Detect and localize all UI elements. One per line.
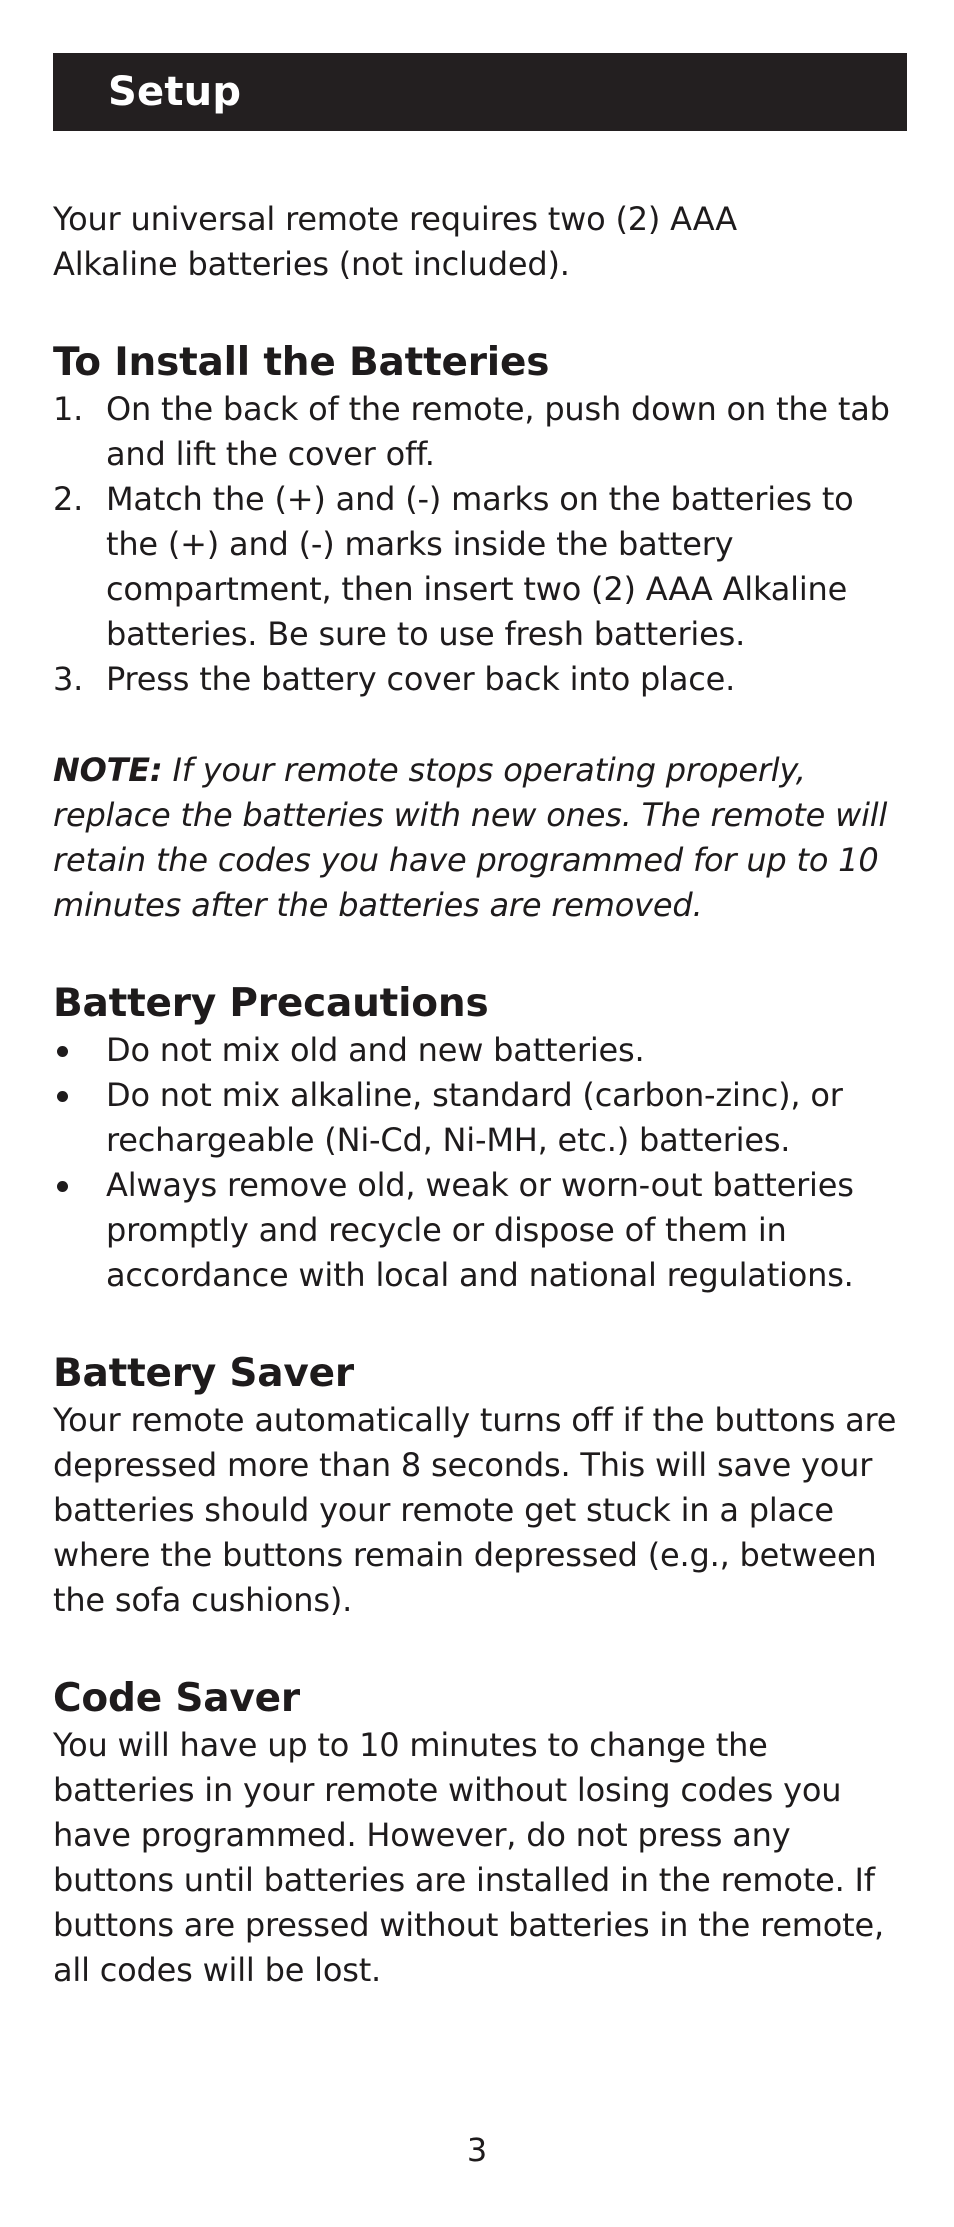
document-page — [53, 53, 907, 1993]
install-steps-list — [53, 387, 907, 702]
precaution-text: Do not mix old and new batteries. — [106, 1031, 645, 1069]
page-number: 3 — [466, 2131, 488, 2169]
install-batteries-heading: To Install the Batteries — [53, 340, 550, 385]
step-text: Match the (+) and (-) marks on the batteries to the (+) and (-) marks inside the battery compartment, then insert two (2) AAA Alkaline batteries. Be sure to use fresh batteries. — [106, 480, 854, 653]
page-title: Setup — [108, 69, 242, 115]
list-item — [53, 477, 907, 657]
battery-saver-paragraph: Your remote automatically turns off if the buttons are depressed more than 8 seconds. This will save your batteries should your remote get stuck in a place where the buttons remain depressed (e.g., between the sofa cushions). — [53, 1401, 897, 1619]
step-text: Press the battery cover back into place. — [106, 660, 736, 698]
bullet-icon — [53, 1028, 106, 1073]
bullet-icon — [53, 1073, 106, 1163]
list-item — [53, 387, 907, 477]
precautions-list — [53, 1028, 907, 1298]
step-number: 2. — [53, 480, 84, 518]
list-item — [53, 1073, 907, 1163]
code-saver-paragraph: You will have up to 10 minutes to change the batteries in your remote without losing codes you have programmed. However, do not press any buttons until batteries are installed in the remote. If buttons are pressed without batteries in the remote, all codes will be lost. — [53, 1726, 884, 1989]
list-item — [53, 1028, 907, 1073]
list-item — [53, 657, 907, 702]
note-label: NOTE: — [53, 751, 163, 789]
battery-saver-heading: Battery Saver — [53, 1351, 354, 1396]
bullet-icon — [53, 1163, 106, 1298]
section-header-bar — [53, 53, 907, 131]
step-text: On the back of the remote, push down on the tab and lift the cover off. — [106, 390, 890, 473]
intro-paragraph: Your universal remote requires two (2) AAA Alkaline batteries (not included). — [53, 200, 737, 283]
note-paragraph — [53, 748, 893, 928]
battery-precautions-heading: Battery Precautions — [53, 981, 489, 1026]
list-item — [53, 1163, 907, 1298]
precaution-text: Always remove old, weak or worn-out batteries promptly and recycle or dispose of them in accordance with local and national regulations. — [106, 1166, 854, 1294]
code-saver-heading: Code Saver — [53, 1676, 300, 1721]
note-text: If your remote stops operating properly, replace the batteries with new ones. The remote will retain the codes you have programmed for up to 10 minutes after the batteries are removed. — [53, 751, 888, 924]
step-number: 1. — [53, 390, 84, 428]
step-number: 3. — [53, 660, 84, 698]
precaution-text: Do not mix alkaline, standard (carbon-zinc), or rechargeable (Ni-Cd, Ni-MH, etc.) batteries. — [106, 1076, 843, 1159]
